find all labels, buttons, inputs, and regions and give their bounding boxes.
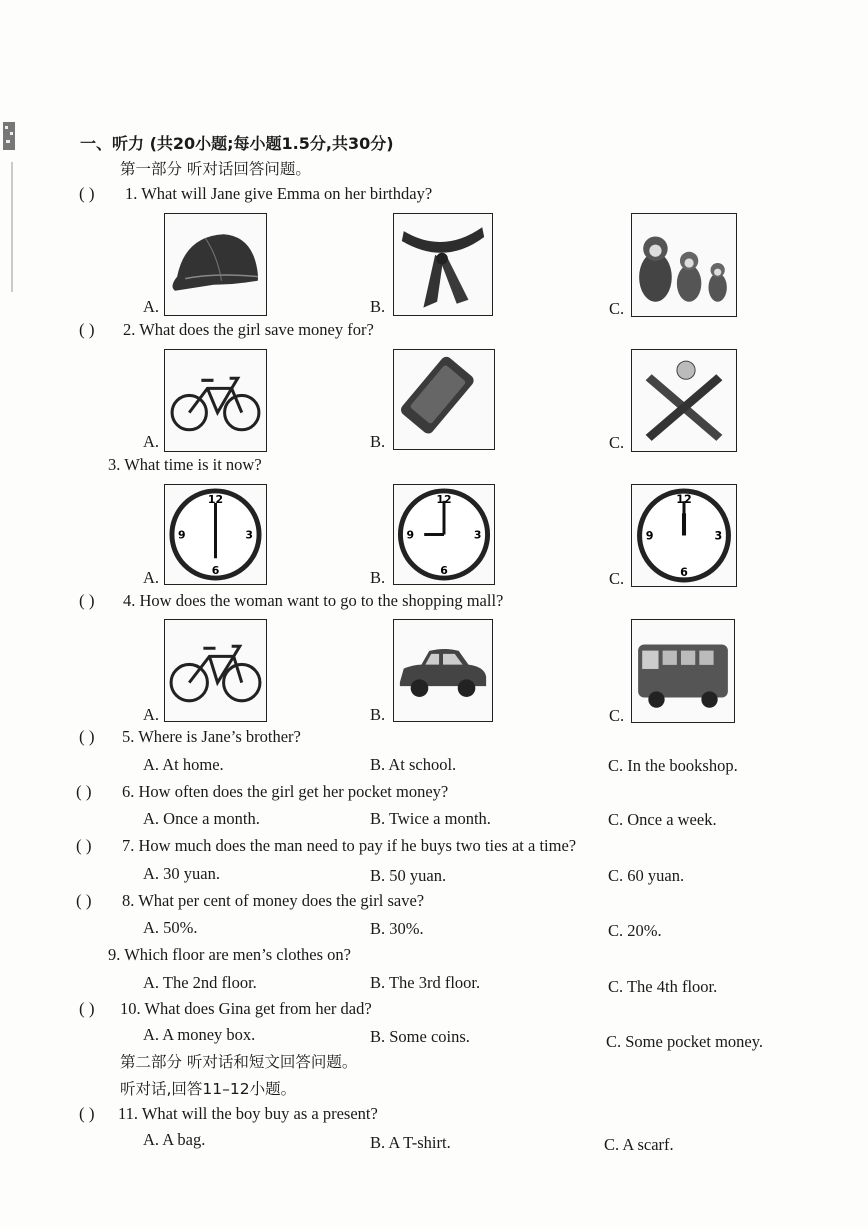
option-a[interactable]: A. The 2nd floor.	[143, 973, 257, 992]
scarf-icon[interactable]	[393, 213, 493, 316]
question-2: 2. What does the girl save money for?	[123, 320, 374, 339]
option-c[interactable]: C. The 4th floor.	[608, 977, 718, 996]
option-label: B.	[370, 297, 386, 316]
answer-blank[interactable]: ( )	[76, 836, 92, 855]
question-5: 5. Where is Jane’s brother?	[122, 727, 301, 746]
option-label: A.	[143, 432, 160, 451]
dolls-icon[interactable]	[631, 213, 737, 317]
binding-edge-mark	[2, 122, 16, 302]
question-9: 9. Which floor are men’s clothes on?	[108, 945, 351, 964]
clock-icon[interactable]	[631, 484, 737, 587]
answer-blank[interactable]: ( )	[79, 184, 95, 203]
option-label: C.	[609, 706, 625, 725]
option-label: B.	[370, 705, 386, 724]
svg-text:12: 12	[676, 493, 692, 507]
part2-heading: 第二部分 听对话和短文回答问题。	[120, 1053, 358, 1071]
option-b[interactable]: B. 30%.	[370, 919, 424, 938]
clock-icon[interactable]	[164, 484, 267, 585]
question-1: 1. What will Jane give Emma on her birthday?	[125, 184, 433, 203]
svg-text:3: 3	[473, 528, 482, 542]
option-c[interactable]: C. A scarf.	[604, 1135, 674, 1154]
phone-icon[interactable]	[393, 349, 495, 450]
svg-text:9: 9	[178, 528, 186, 542]
svg-text:6: 6	[680, 565, 688, 579]
option-label: B.	[370, 568, 386, 587]
bicycle-icon[interactable]	[164, 349, 267, 452]
part2-instruction: 听对话,回答11–12小题。	[120, 1080, 297, 1098]
option-b[interactable]: B. The 3rd floor.	[370, 973, 481, 992]
answer-blank[interactable]: ( )	[79, 320, 95, 339]
svg-text:3: 3	[714, 529, 723, 543]
option-label: C.	[609, 299, 625, 318]
part1-heading: 第一部分 听对话回答问题。	[120, 160, 311, 178]
answer-blank[interactable]: ( )	[79, 1104, 95, 1123]
answer-blank[interactable]: ( )	[79, 591, 95, 610]
question-4: 4. How does the woman want to go to the shopping mall?	[123, 591, 504, 610]
option-a[interactable]: A. A money box.	[143, 1025, 256, 1044]
option-c[interactable]: C. In the bookshop.	[608, 756, 738, 775]
option-b[interactable]: B. 50 yuan.	[370, 866, 447, 885]
question-3: 3. What time is it now?	[108, 455, 262, 474]
car-icon[interactable]	[393, 619, 493, 722]
bus-icon[interactable]	[631, 619, 735, 723]
clock-icon[interactable]	[393, 484, 495, 585]
svg-text:6: 6	[440, 564, 448, 578]
svg-text:9: 9	[406, 528, 415, 542]
option-a[interactable]: A. Once a month.	[143, 809, 260, 828]
option-c[interactable]: C. 20%.	[608, 921, 662, 940]
cap-icon[interactable]	[164, 213, 267, 316]
answer-blank[interactable]: ( )	[76, 891, 92, 910]
question-11: 11. What will the boy buy as a present?	[118, 1104, 378, 1123]
answer-blank[interactable]: ( )	[79, 727, 95, 746]
option-b[interactable]: B. A T-shirt.	[370, 1133, 451, 1152]
option-b[interactable]: B. Some coins.	[370, 1027, 470, 1046]
question-10: 10. What does Gina get from her dad?	[120, 999, 372, 1018]
option-label: C.	[609, 433, 625, 452]
option-a[interactable]: A. 50%.	[143, 918, 198, 937]
question-6: 6. How often does the girl get her pocket money?	[122, 782, 449, 801]
svg-text:6: 6	[211, 564, 220, 578]
option-b[interactable]: B. At school.	[370, 755, 457, 774]
option-a[interactable]: A. At home.	[143, 755, 224, 774]
bicycle-icon[interactable]	[164, 619, 267, 722]
answer-blank[interactable]: ( )	[79, 999, 95, 1018]
question-7: 7. How much does the man need to pay if he buys two ties at a time?	[122, 836, 577, 855]
svg-text:9: 9	[645, 529, 654, 543]
option-label: A.	[143, 297, 160, 316]
option-label: C.	[609, 569, 625, 588]
option-a[interactable]: A. 30 yuan.	[143, 864, 220, 883]
option-c[interactable]: C. Once a week.	[608, 810, 717, 829]
option-a[interactable]: A. A bag.	[143, 1130, 206, 1149]
svg-text:12: 12	[207, 492, 224, 506]
option-c[interactable]: C. 60 yuan.	[608, 866, 685, 885]
question-8: 8. What per cent of money does the girl save?	[122, 891, 425, 910]
option-label: B.	[370, 432, 386, 451]
svg-text:12: 12	[436, 492, 452, 506]
option-label: A.	[143, 568, 160, 587]
answer-blank[interactable]: ( )	[76, 782, 92, 801]
option-c[interactable]: C. Some pocket money.	[606, 1032, 764, 1051]
option-b[interactable]: B. Twice a month.	[370, 809, 491, 828]
option-label: A.	[143, 705, 160, 724]
section-title: 一、听力 (共20小题;每小题1.5分,共30分)	[80, 134, 394, 153]
svg-text:3: 3	[245, 528, 253, 542]
baseball-bats-icon[interactable]	[631, 349, 737, 452]
